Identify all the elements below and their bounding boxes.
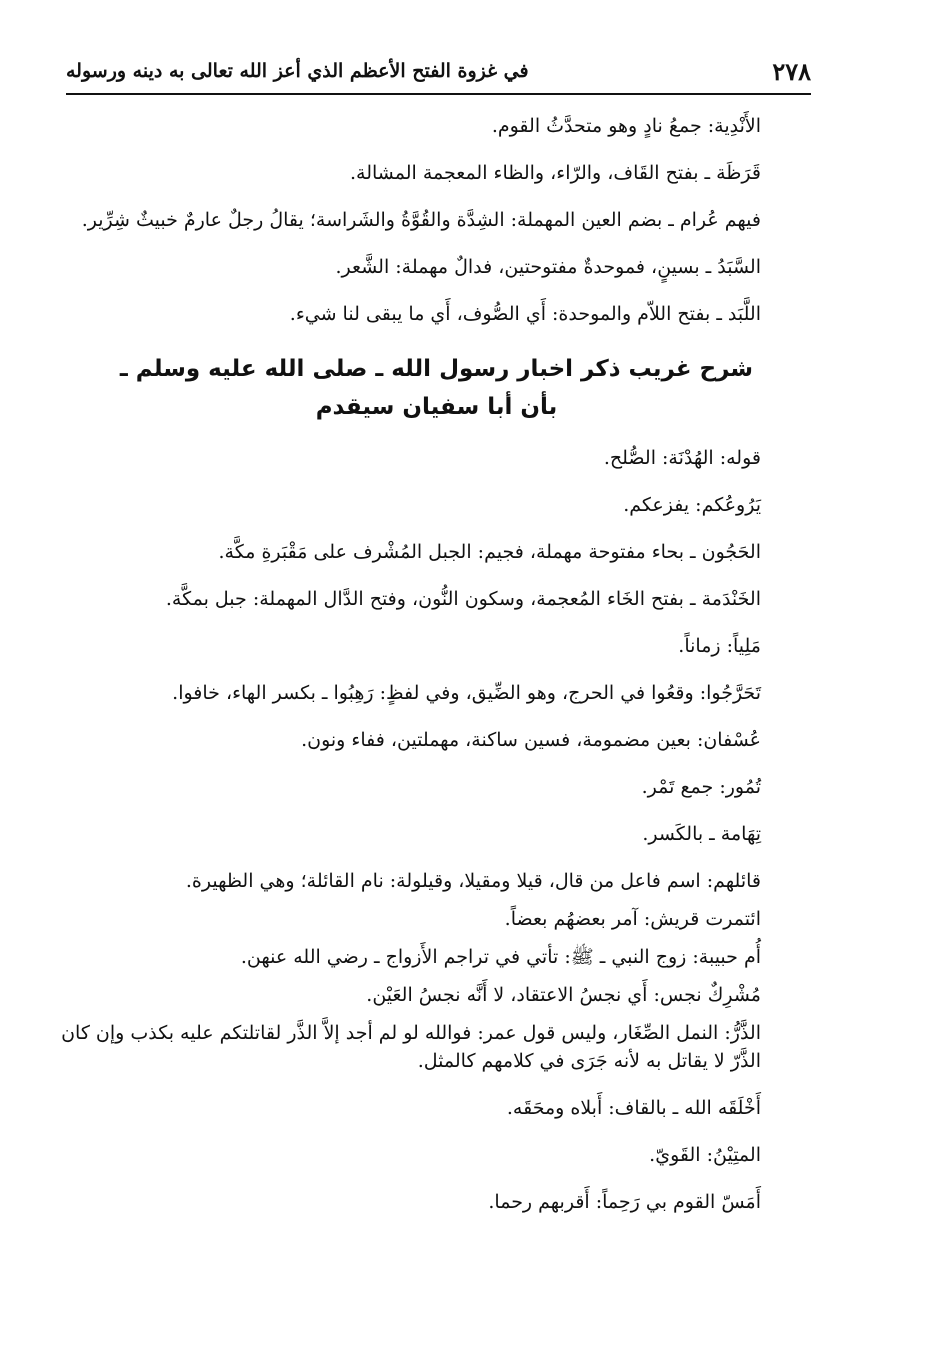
glossary-entry: قوله: الهُدْنَة: الصُّلح.: [603, 447, 761, 469]
glossary-entry: ائتمرت قريش: آمر بعضهُم بعضاً.: [504, 908, 761, 930]
glossary-entry: يَرُوعُكم: يفزعكم.: [623, 494, 761, 516]
glossary-entry: المتِيْنُ: القَويّ.: [649, 1144, 761, 1166]
glossary-entry: عُسْفان: بعين مضمومة، فسين ساكنة، مهملتين، ففاء ونون.: [301, 729, 761, 751]
glossary-entry: أُم حبيبة: زوج النبي ـ ﷺ: تأتي في تراجم الأَزواج ـ رضي الله عنهن.: [240, 946, 761, 968]
glossary-entry: الذَّرُّ: النمل الصِّغَار، وليس قول عمر: فوالله لو لم أجد إلاَّ الذَّر لقاتلتكم عليه بكذب وإن كان الذَّرّ لا يقاتل به لأنه جَرَى في كلامهم كالمثل.: [61, 1022, 761, 1072]
glossary-entry: مَلِياً: زماناً.: [678, 635, 761, 657]
running-title: في غزوة الفتح الأعظم الذي أعز الله تعالى به دينه ورسوله: [66, 60, 529, 82]
glossary-entry: الخَنْدَمة ـ بفتح الخَاء المُعجمة، وسكون النُّون، وفتح الدَّال المهملة: جبل بمكَّة.: [165, 588, 761, 610]
glossary-entry: الأَنْدِية: جمعُ نادٍ وهو متحدَّثُ القوم.: [491, 115, 761, 137]
section-heading-line-1: شرح غريب ذكر اخبار رسول الله ـ صلى الله عليه وسلم ـ: [119, 356, 754, 382]
header-divider: [66, 93, 811, 95]
glossary-entry: فيهم عُرام ـ بضم العين المهملة: الشِدَّة والقُوَّةُ والشَراسة؛ يقالُ رجلٌ عارمٌ خبيثٌ شِرِّير.: [81, 209, 761, 231]
page-body: [61, 112, 807, 1216]
glossary-entry: تِهَامة ـ بالكَسر.: [642, 823, 761, 845]
glossary-entry: السَّبَدُ ـ بسينٍ، فموحدةٌ مفتوحتين، فدالٌ مهملة: الشَّعر.: [335, 256, 761, 278]
section-heading-line-2: بأن أبا سفيان سيقدم: [315, 394, 558, 420]
glossary-entry: أَمَسّ القوم بي رَحِماً: أَقربهم رحما.: [488, 1191, 761, 1213]
section-heading: [66, 350, 807, 426]
glossary-entry: اللَّبَد ـ بفتح اللاّم والموحدة: أَي الصُّوف، أَي ما يبقى لنا شيء.: [289, 303, 761, 325]
glossary-entry: أَخْلَقَه الله ـ بالقاف: أَبلاه ومحَقَه.: [506, 1097, 761, 1119]
glossary-entry: قائلهم: اسم فاعل من قال، قيلا ومقيلا، وقيلولة: نام القائلة؛ وهي الظهيرة.: [185, 870, 761, 892]
glossary-entry: تَحَرَّجُوا: وقعُوا في الحرج، وهو الضِّيق، وفي لفظٍ: رَهِبُوا ـ بكسر الهاء، خافوا.: [172, 682, 761, 704]
glossary-entry: الحَجُون ـ بحاء مفتوحة مهملة، فجيم: الجبل المُشْرف على مَقْبَرةِ مكَّة.: [218, 541, 761, 563]
glossary-entry: تُمُور: جمع تَمْر.: [641, 776, 761, 798]
glossary-entry: قَرَظَة ـ بفتح القَاف، والرّاء، والظاء المعجمة المشالة.: [350, 162, 761, 184]
glossary-entry: مُشْرِكٌ نجس: أَي نجسُ الاعتقاد، لا أَنَّه نجسُ العَيْن.: [366, 984, 761, 1006]
page-header: [66, 52, 811, 90]
page-number: ٢٧٨: [772, 56, 811, 86]
